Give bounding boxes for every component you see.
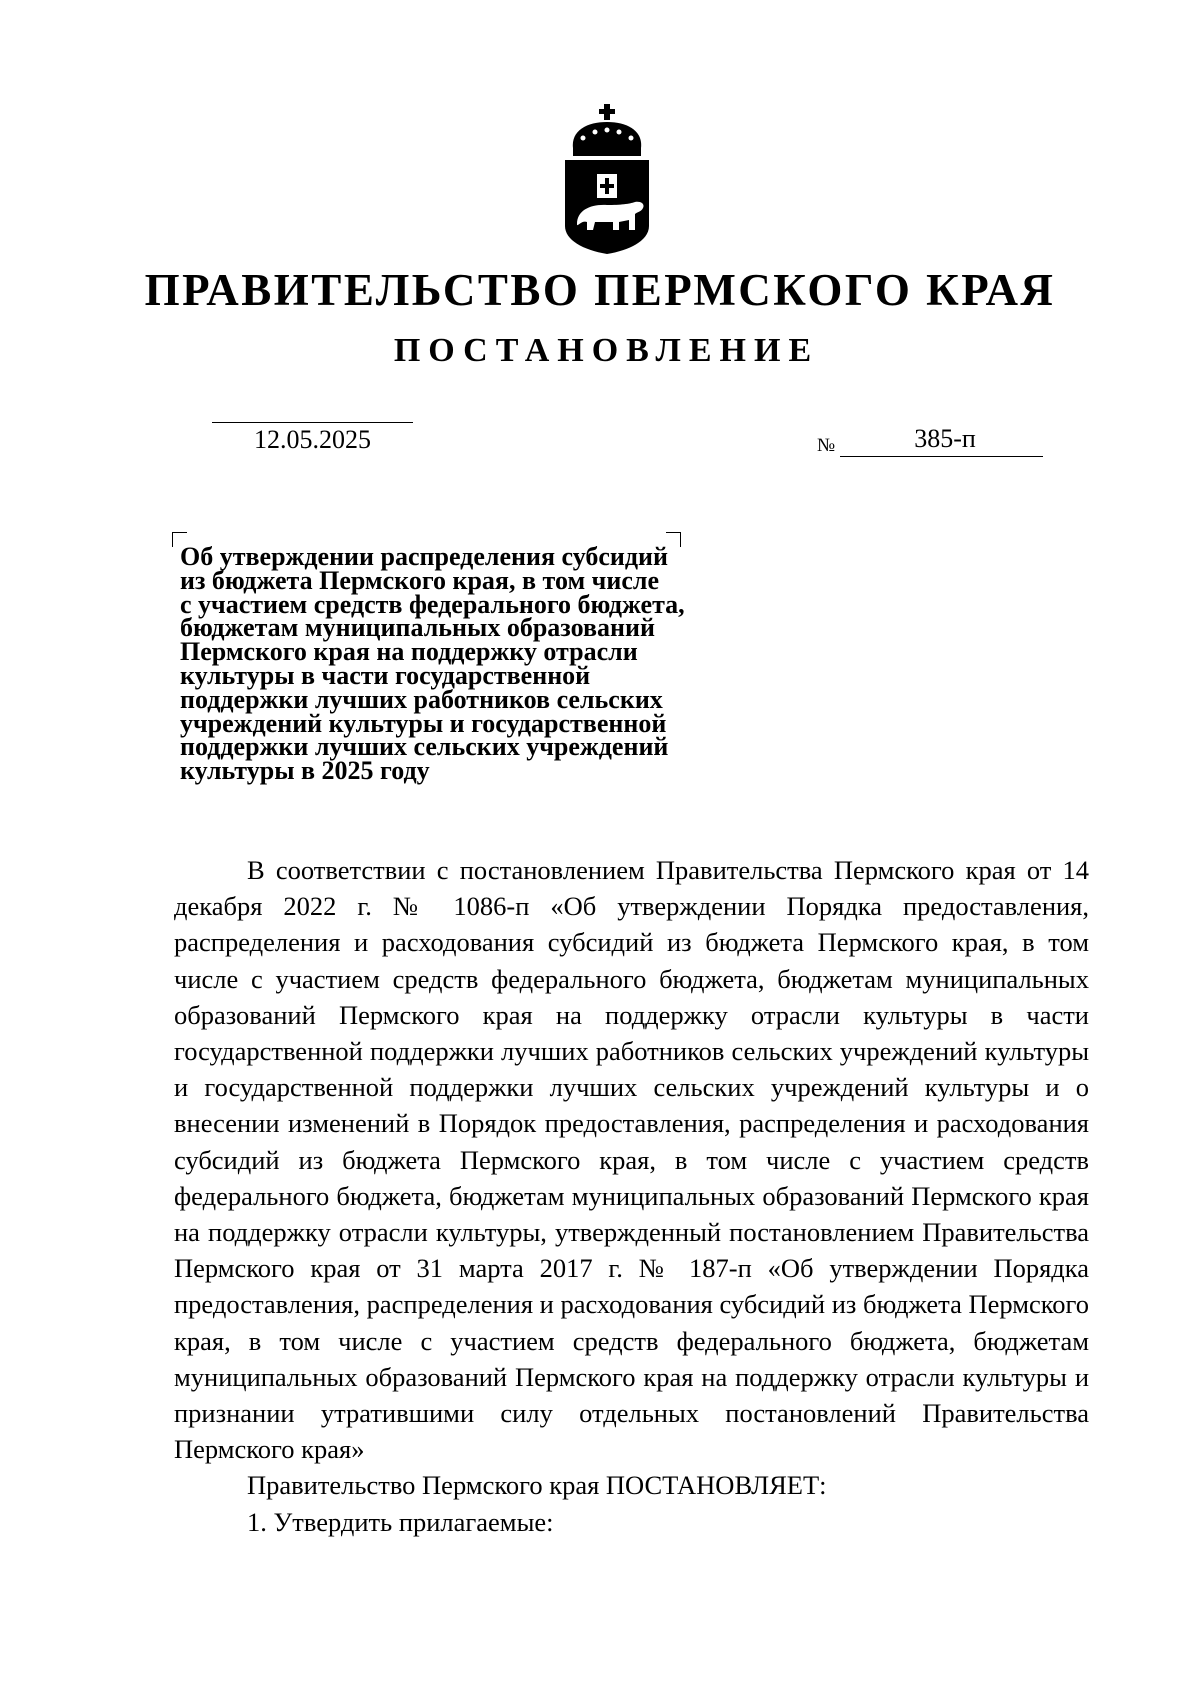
subject-line: учреждений культуры и государственной: [180, 708, 667, 738]
date-underline: [212, 422, 413, 423]
subject-line: культуры в части государственной: [180, 660, 591, 690]
subject-line: Об утверждении распределения субсидий: [180, 542, 668, 571]
subject-line: бюджетам муниципальных образований: [180, 613, 655, 643]
subject-line: культуры в 2025 году: [180, 756, 430, 786]
number-underline: [840, 456, 1043, 457]
list-item-1: 1. Утвердить прилагаемые:: [247, 1506, 554, 1537]
subject-line: из бюджета Пермского края, в том числе: [180, 565, 659, 595]
perm-krai-coat-of-arms-icon: [561, 104, 653, 254]
number-sign: №: [817, 435, 836, 456]
subject-line: Пермского края на поддержку отрасли: [180, 637, 638, 667]
subject-line: с участием средств федерального бюджета,: [180, 589, 685, 619]
document-date: 12.05.2025: [254, 425, 371, 454]
subject-line: поддержки лучших сельских учреждений: [180, 732, 669, 762]
document-body: [174, 852, 1089, 1540]
document-number: 385-п: [914, 424, 976, 453]
document-subject: [180, 542, 740, 786]
organization-title: ПРАВИТЕЛЬСТВО ПЕРМСКОГО КРАЯ: [144, 265, 1056, 315]
subject-line: поддержки лучших работников сельских: [180, 684, 663, 714]
preamble-paragraph: В соответствии с постановлением Правительства Пермского края от 14 декабря 2022 г. № 1086-п «Об утверждении Порядка предоставления, распределения и расходования субсидий из бюджета Пермского края, в том числе с участием средств федерального бюджета, бюджетам муниципальных образований Пермского края на поддержку отрасли культуры в части государственной поддержки лучших работников сельских учреждений культуры и государственной поддержки лучших сельских учреждений культуры и о внесении изменений в Порядок предоставления, распределения и расходования субсидий из бюджета Пермского края, в том числе с участием средств федерального бюджета, бюджетам муниципальных образований Пермского края на поддержку отрасли культуры, утвержденный постановлением Правительства Пермского края от 31 марта 2017 г. № 187-п «Об утверждении Порядка предоставления, распределения и расходования субсидий из бюджета Пермского края, в том числе с участием средств федерального бюджета, бюджетам муниципальных образований Пермского края на поддержку отрасли культуры и признании утратившими силу отдельных постановлений Правительства Пермского края»: [174, 855, 1089, 1465]
decree-line: Правительство Пермского края ПОСТАНОВЛЯЕТ:: [247, 1470, 827, 1501]
document-type: ПОСТАНОВЛЕНИЕ: [393, 332, 820, 369]
